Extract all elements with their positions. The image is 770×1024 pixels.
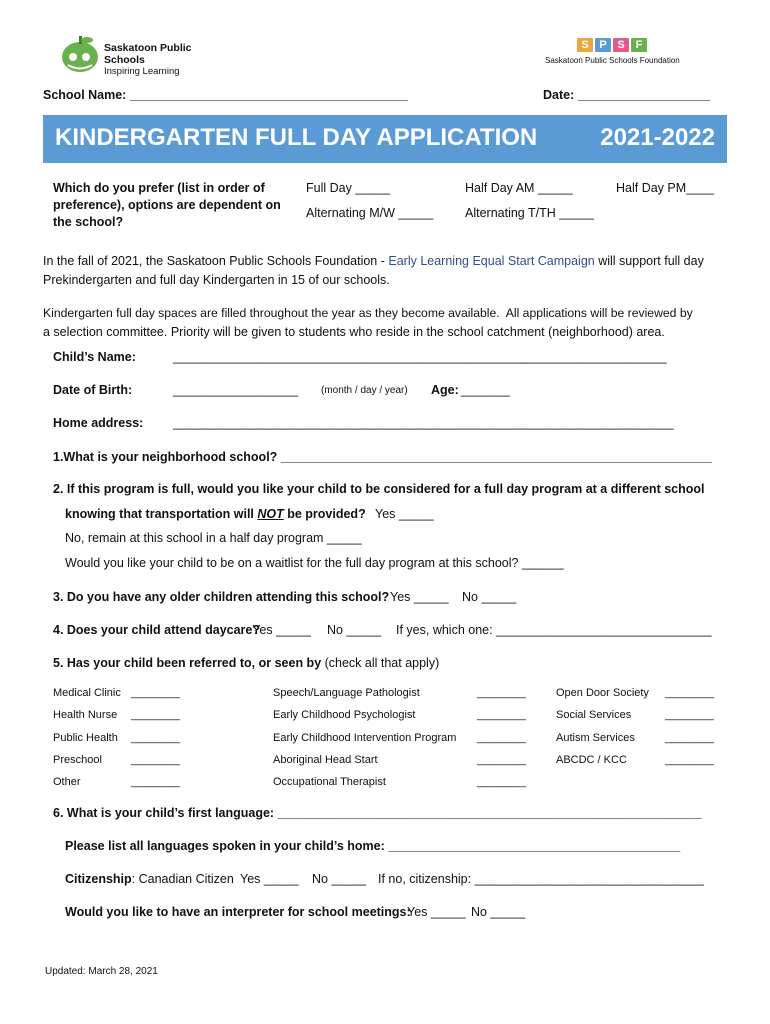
- interpreter-question: Would you like to have an interpreter for school meetings:: [65, 905, 411, 919]
- question-3-no[interactable]: No _____: [462, 590, 517, 604]
- intro-paragraph-2: Kindergarten full day spaces are filled throughout the year as they become available. All applications will be reviewed by: [43, 306, 693, 320]
- dob-format-hint: (month / day / year): [321, 385, 408, 396]
- question-5: [53, 656, 439, 670]
- question-5-bold: 5. Has your child been referred to, or seen by: [53, 656, 322, 670]
- school-year: 2021-2022: [600, 124, 715, 151]
- logo-block-f: F: [631, 38, 647, 52]
- dob-input[interactable]: __________________: [173, 383, 299, 397]
- half-day-pm-option[interactable]: Half Day PM____: [616, 181, 714, 195]
- referral-health-nurse: Health Nurse: [53, 709, 118, 721]
- intro-paragraph-1-cont: Prekindergarten and full day Kindergarten in 15 of our schools.: [43, 273, 390, 287]
- referral-preschool: Preschool: [53, 754, 102, 766]
- citizenship-row: [65, 872, 234, 886]
- home-address-label: Home address:: [53, 416, 144, 430]
- citizenship-yes[interactable]: Yes _____: [240, 872, 299, 886]
- question-6[interactable]: 6. What is your child’s first language: _____________________________________________________________: [53, 806, 702, 820]
- citizenship-text: : Canadian Citizen: [131, 872, 234, 886]
- alternating-mw-option[interactable]: Alternating M/W _____: [306, 206, 434, 220]
- child-name-input[interactable]: _______________________________________________________________________: [173, 350, 667, 364]
- referral-medical-clinic: Medical Clinic: [53, 687, 121, 699]
- logo-tagline: Inspiring Learning: [104, 66, 180, 77]
- referral-blank[interactable]: ________: [131, 709, 180, 721]
- saskatoon-public-schools-logo: [58, 32, 228, 77]
- referral-blank[interactable]: ________: [477, 709, 526, 721]
- question-2-yes[interactable]: Yes _____: [375, 507, 434, 521]
- question-4: 4. Does your child attend daycare?: [53, 623, 261, 637]
- referral-ec-intervention: Early Childhood Intervention Program: [273, 732, 457, 744]
- apple-logo-icon: [58, 32, 104, 74]
- referral-blank[interactable]: ________: [477, 754, 526, 766]
- intro-paragraph-1: [43, 252, 704, 271]
- school-name-field[interactable]: School Name: ________________________________________: [43, 88, 408, 102]
- referral-blank[interactable]: ________: [477, 776, 526, 788]
- question-2: 2. If this program is full, would you like your child to be considered for a full day program at a different school: [53, 482, 705, 496]
- referral-blank[interactable]: ________: [665, 754, 714, 766]
- referral-open-door-society: Open Door Society: [556, 687, 649, 699]
- question-3: 3. Do you have any older children attending this school?: [53, 590, 390, 604]
- referral-blank[interactable]: ________: [477, 687, 526, 699]
- referral-abcdc-kcc: ABCDC / KCC: [556, 754, 627, 766]
- dob-label: Date of Birth:: [53, 383, 133, 397]
- updated-date: Updated: March 28, 2021: [45, 966, 158, 977]
- half-day-am-option[interactable]: Half Day AM _____: [465, 181, 573, 195]
- full-day-option[interactable]: Full Day _____: [306, 181, 391, 195]
- question-4-which[interactable]: If yes, which one: _______________________________: [396, 623, 712, 637]
- referral-speech-language: Speech/Language Pathologist: [273, 687, 420, 699]
- logo-block-s2: S: [613, 38, 629, 52]
- logo-block-s: S: [577, 38, 593, 52]
- spsf-logo: [545, 38, 685, 68]
- foundation-caption: Saskatoon Public Schools Foundation: [545, 56, 680, 65]
- logo-title: Saskatoon Public Schools: [104, 42, 192, 66]
- intro-paragraph-2-cont: a selection committee. Priority will be given to students who reside in the school catchment (neighborhood) area.: [43, 325, 665, 339]
- transport-text: knowing that transportation will: [65, 507, 258, 521]
- question-2-waitlist[interactable]: Would you like your child to be on a waitlist for the full day program at this school? ______: [65, 556, 564, 570]
- referral-occupational-therapist: Occupational Therapist: [273, 776, 386, 788]
- referral-blank[interactable]: ________: [665, 709, 714, 721]
- question-4-yes[interactable]: Yes _____: [249, 623, 311, 637]
- question-2-half-day[interactable]: No, remain at this school in a half day program _____: [65, 531, 362, 545]
- intro-text-end: will support full day: [594, 254, 704, 268]
- citizenship-no[interactable]: No _____: [312, 872, 367, 886]
- citizenship-other[interactable]: If no, citizenship: _________________________________: [378, 872, 704, 886]
- referral-blank[interactable]: ________: [477, 732, 526, 744]
- title-banner: [43, 115, 727, 163]
- question-3-yes[interactable]: Yes _____: [390, 590, 449, 604]
- languages-spoken[interactable]: Please list all languages spoken in your child’s home: __________________________________________: [65, 839, 681, 853]
- referral-blank[interactable]: ________: [665, 732, 714, 744]
- referral-social-services: Social Services: [556, 709, 632, 721]
- age-input[interactable]: _______: [461, 383, 510, 397]
- form-title: KINDERGARTEN FULL DAY APPLICATION: [55, 124, 538, 151]
- not-emphasis: NOT: [257, 507, 284, 521]
- question-5-hint: (check all that apply): [321, 656, 440, 670]
- preference-question: Which do you prefer (list in order of preference), options are dependent on the school?: [53, 181, 281, 229]
- transport-text-end: be provided?: [283, 507, 366, 521]
- referral-public-health: Public Health: [53, 732, 118, 744]
- intro-text: In the fall of 2021, the Saskatoon Public Schools Foundation -: [43, 254, 389, 268]
- referral-aboriginal-head-start: Aboriginal Head Start: [273, 754, 378, 766]
- referral-other: Other: [53, 776, 81, 788]
- citizenship-label: Citizenship: [65, 872, 132, 886]
- referral-blank[interactable]: ________: [131, 687, 180, 699]
- referral-autism-services: Autism Services: [556, 732, 635, 744]
- question-2-transport: [65, 507, 366, 521]
- referral-blank[interactable]: ________: [131, 776, 180, 788]
- interpreter-no[interactable]: No _____: [471, 905, 526, 919]
- child-name-label: Child’s Name:: [53, 350, 136, 364]
- alternating-tth-option[interactable]: Alternating T/TH _____: [465, 206, 595, 220]
- question-4-no[interactable]: No _____: [327, 623, 382, 637]
- referral-ec-psychologist: Early Childhood Psychologist: [273, 709, 416, 721]
- age-label: Age:: [431, 383, 459, 397]
- campaign-name: Early Learning Equal Start Campaign: [388, 254, 595, 268]
- referral-blank[interactable]: ________: [665, 687, 714, 699]
- date-field[interactable]: Date: ___________________: [543, 88, 710, 102]
- logo-block-p: P: [595, 38, 611, 52]
- referral-blank[interactable]: ________: [131, 732, 180, 744]
- referral-blank[interactable]: ________: [131, 754, 180, 766]
- question-1[interactable]: 1.What is your neighborhood school? ______________________________________________________________: [53, 450, 712, 464]
- home-address-input[interactable]: ________________________________________________________________________: [173, 416, 674, 430]
- interpreter-yes[interactable]: Yes _____: [407, 905, 466, 919]
